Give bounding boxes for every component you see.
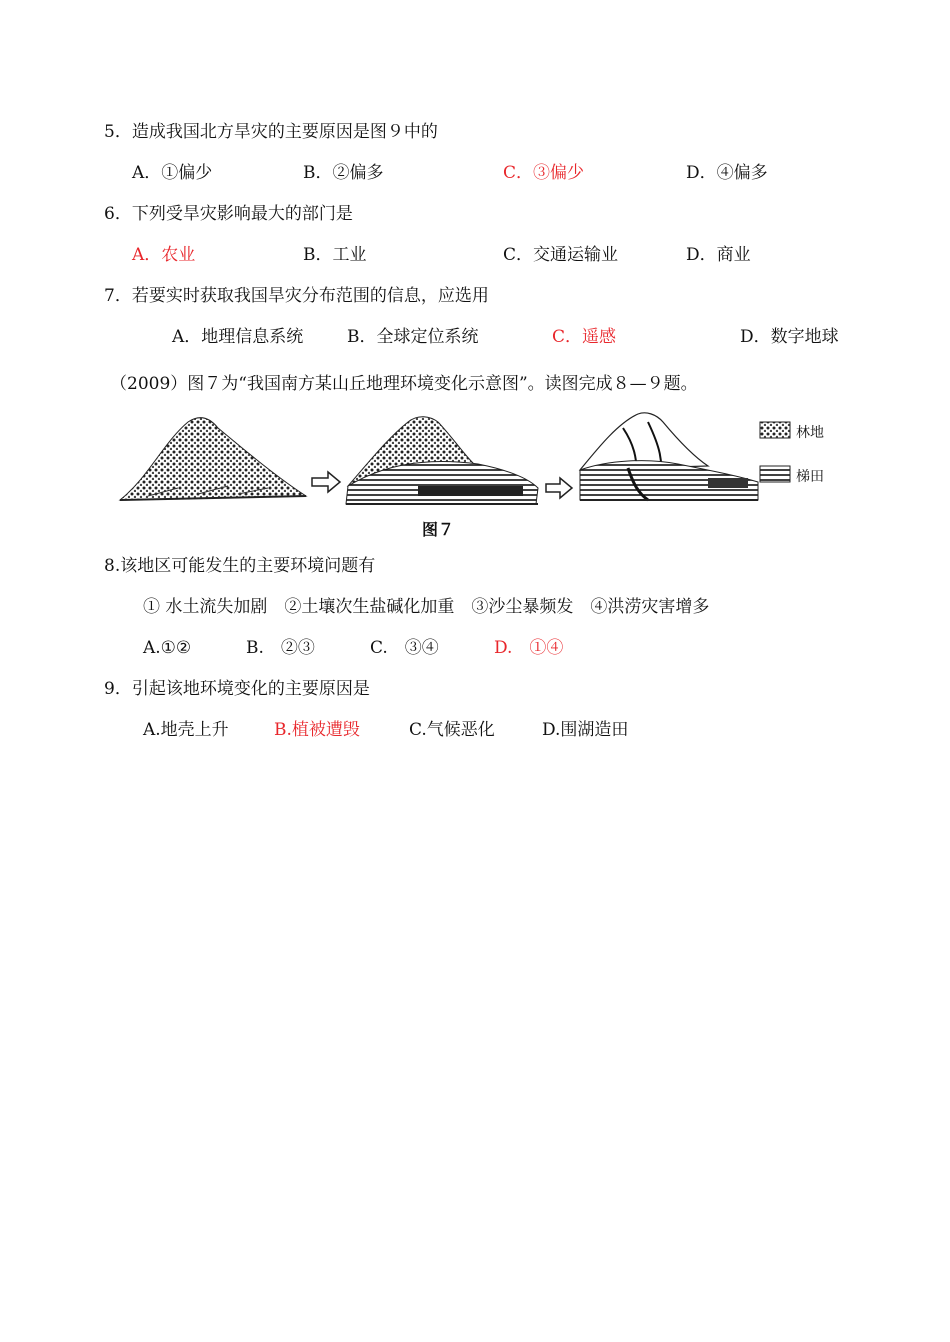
hill-environment-figure [118,408,838,540]
q8-statements: ① 水土流失加剧 ②土壤次生盐碱化加重 ③沙尘暴频发 ④洪涝灾害增多 [143,597,710,617]
q8-option-b: B. ②③ [246,638,315,658]
q6-stem: 6．下列受旱灾影响最大的部门是 [104,204,353,224]
q7-option-b: B．全球定位系统 [347,327,479,347]
q7-option-d: D．数字地球 [740,327,839,347]
q9-option-a: A.地壳上升 [143,720,229,740]
q6-option-b: B．工业 [303,245,367,265]
figure-intro: （2009）图７为“我国南方某山丘地理环境变化示意图”。读图完成８—９题。 [110,374,698,394]
stage3-eroded-hill [580,413,758,500]
arrow-2-icon [546,478,572,498]
q9-stem: 9．引起该地环境变化的主要原因是 [104,679,370,699]
q6-option-d: D．商业 [686,245,751,265]
q9-option-d: D.围湖造田 [542,720,629,740]
q5-option-d: D．④偏多 [686,163,768,183]
q7-option-a: A．地理信息系统 [172,327,304,347]
q8-option-c: C. ③④ [370,638,439,658]
q5-option-b: B．②偏多 [303,163,384,183]
legend-terrace-label: 梯田 [796,469,824,485]
arrow-1-icon [312,472,340,492]
stage1-forest-hill [120,418,306,500]
q5-option-a: A．①偏少 [132,163,213,183]
q7-option-c: C．遥感 [552,327,617,347]
q8-stem: 8.该地区可能发生的主要环境问题有 [104,556,376,576]
q8-option-d: D. ①④ [494,638,564,658]
q6-option-a: A．农业 [132,245,196,265]
q7-stem: 7．若要实时获取我国旱灾分布范围的信息，应选用 [104,286,489,306]
q6-option-c: C．交通运输业 [503,245,619,265]
q9-option-c: C.气候恶化 [409,720,495,740]
q8-option-a: A.①② [143,638,192,658]
q5-option-c: C．③偏少 [503,163,585,183]
figure-caption: 图７ [422,520,455,539]
stage2-terraced-hill [346,417,538,504]
hill-illustration [118,408,838,540]
legend-forest-label: 林地 [796,425,824,441]
q5-stem: 5．造成我国北方旱灾的主要原因是图９中的 [104,122,438,142]
legend-terrace-swatch [760,466,790,482]
q9-option-b: B.植被遭毁 [274,720,360,740]
legend-forest-swatch [760,422,790,438]
